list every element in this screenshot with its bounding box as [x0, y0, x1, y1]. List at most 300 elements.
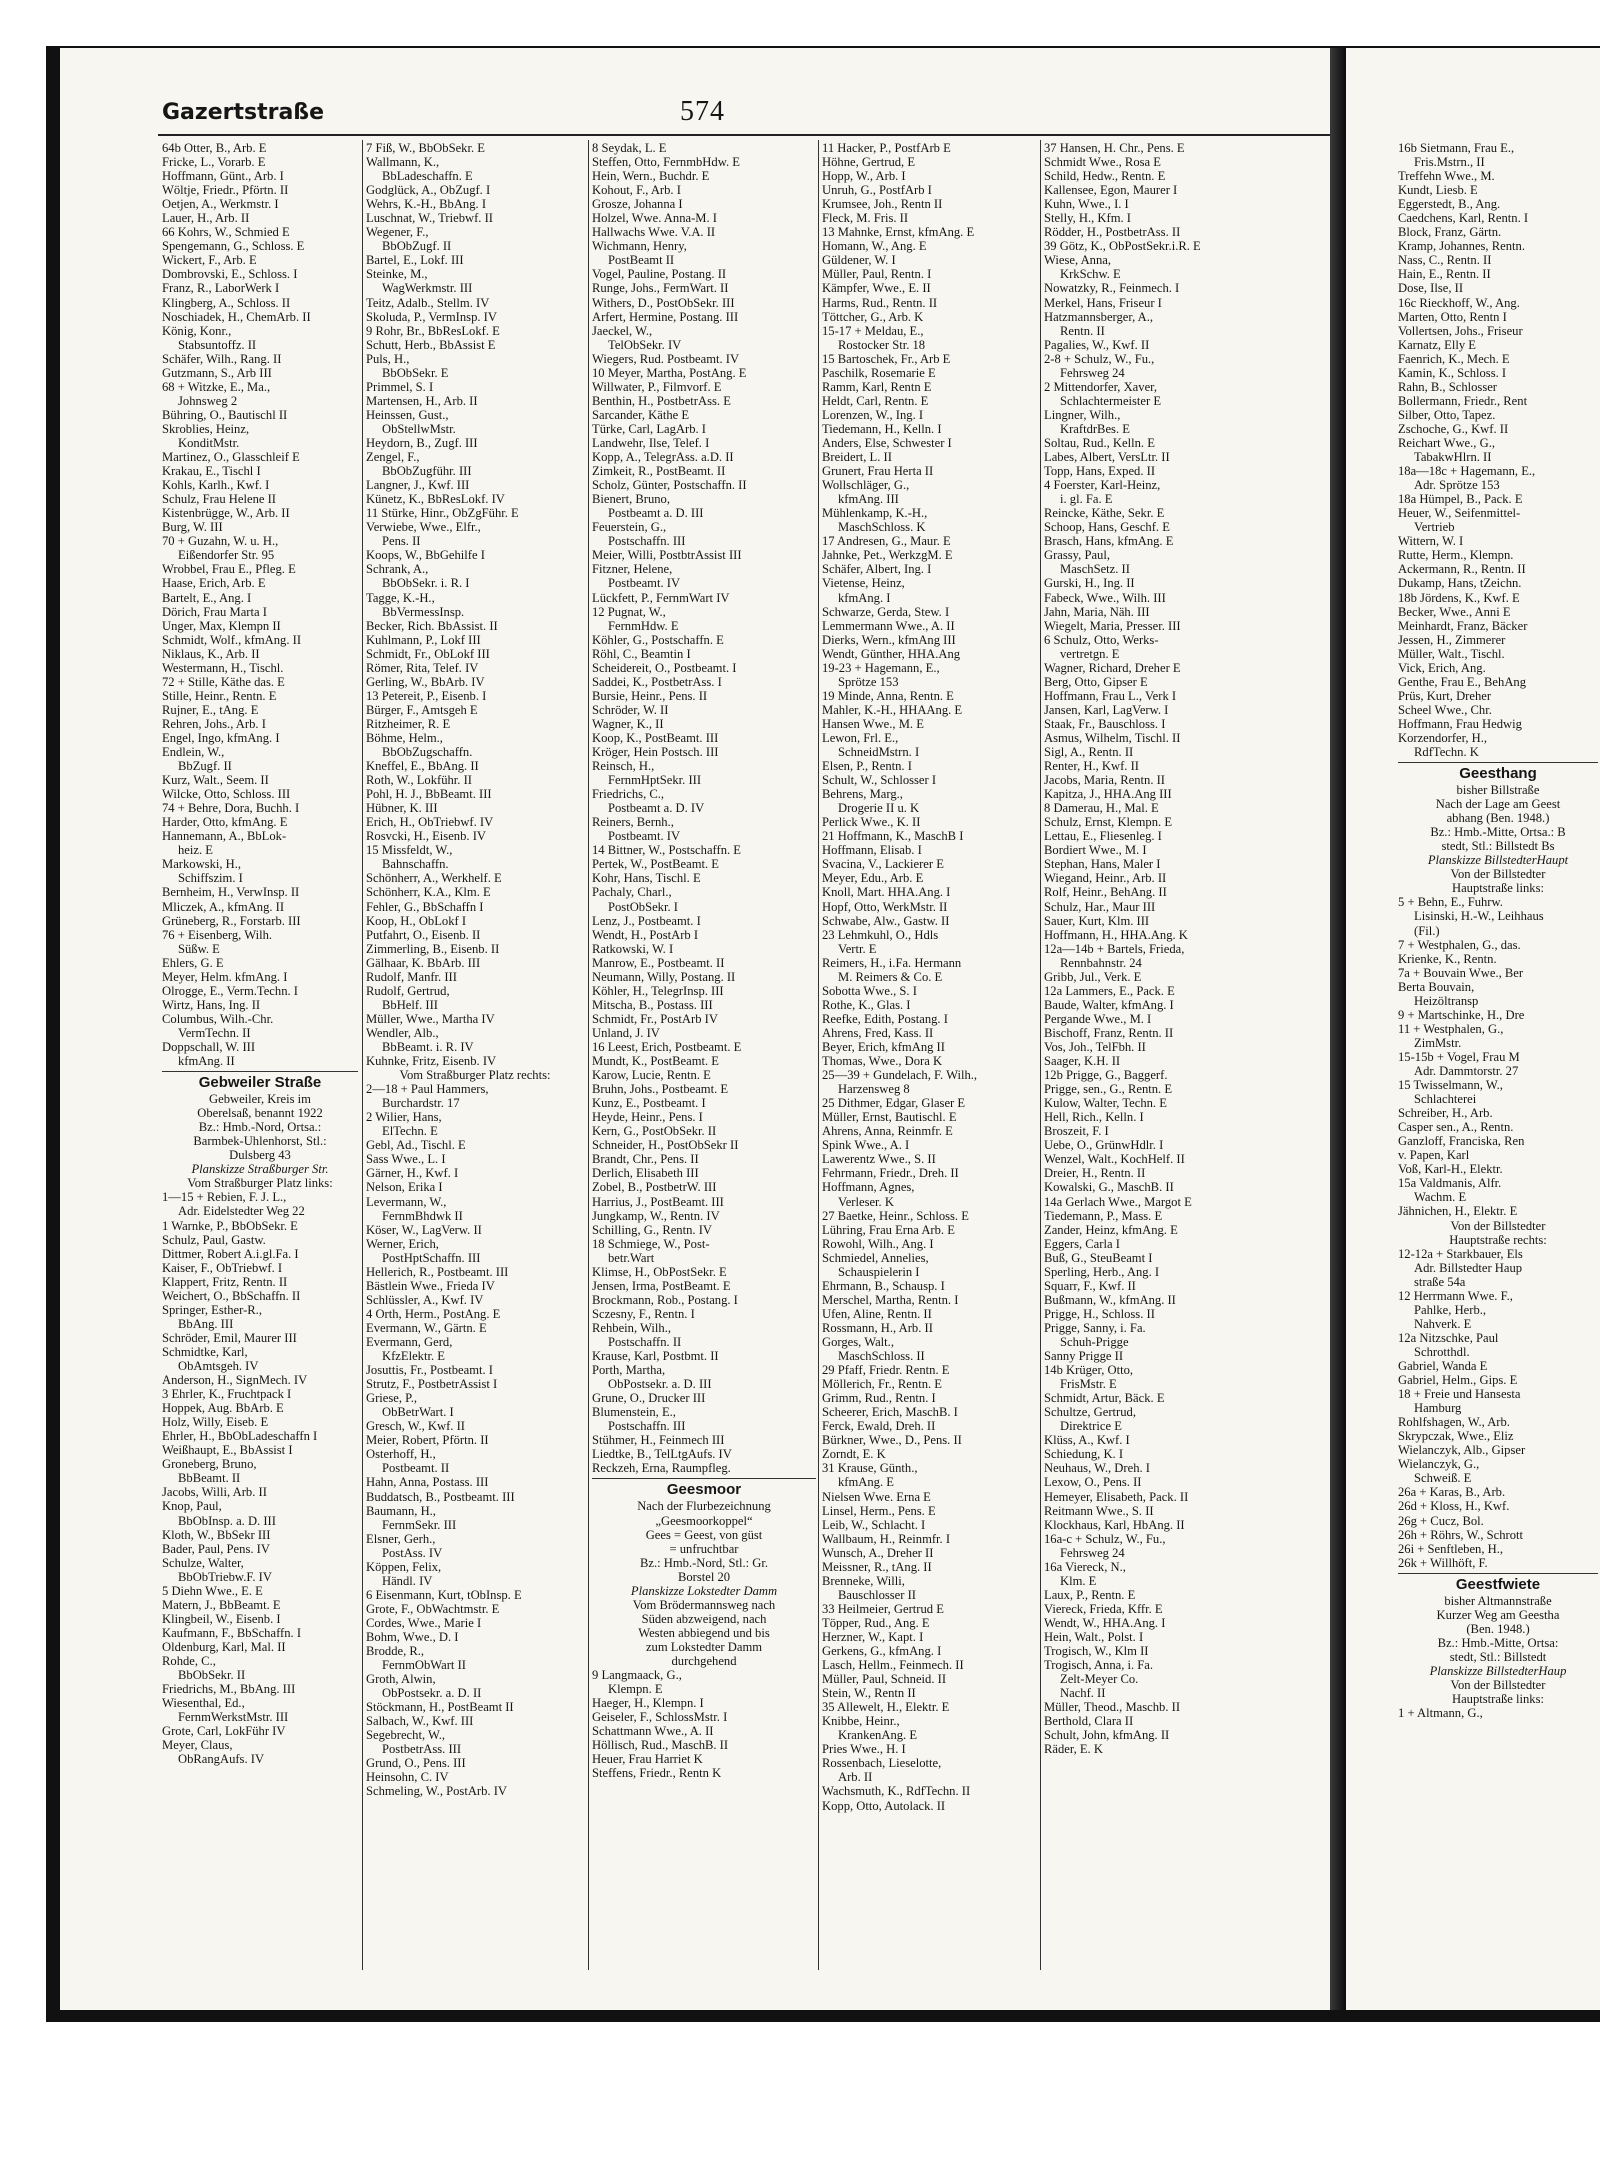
directory-entry: Lewon, Frl. E.,	[822, 730, 899, 745]
directory-entry: Broszeit, F. I	[1044, 1124, 1109, 1139]
street-note: Kurzer Weg am Geestha	[1436, 1607, 1560, 1622]
entry-continuation: FernmHdw. E	[608, 618, 679, 633]
entry-continuation: ZimMstr.	[1414, 1035, 1462, 1050]
directory-entry: Gerkens, G., kfmAng. I	[822, 1644, 942, 1659]
directory-entry: Thomas, Wwe., Dora K	[822, 1054, 943, 1069]
entry-continuation: BbAng. III	[178, 1316, 234, 1331]
directory-entry: Strutz, F., PostbetrAssist I	[366, 1377, 498, 1392]
directory-entry: Bästlein Wwe., Frieda IV	[366, 1278, 495, 1293]
directory-entry: Uebe, O., GrünwHdlr. I	[1044, 1138, 1164, 1153]
directory-entry: Bursie, Heinr., Pens. II	[592, 688, 708, 703]
directory-entry: Fleck, M. Fris. II	[822, 211, 909, 226]
directory-entry: Hopp, W., Arb. I	[822, 169, 906, 184]
directory-entry: Cordes, Wwe., Marie I	[366, 1615, 482, 1630]
directory-entry: Oldenburg, Karl, Mal. II	[162, 1639, 286, 1654]
directory-entry: Vick, Erich, Ang.	[1398, 660, 1486, 675]
directory-entry: Elsner, Gerh.,	[366, 1531, 436, 1546]
directory-entry: 29 Pfaff, Friedr. Rentn. E	[822, 1363, 950, 1378]
directory-entry: Schmidt, Fr., PostArb IV	[592, 1011, 718, 1026]
directory-entry: Fehrmann, Friedr., Dreh. II	[822, 1166, 959, 1181]
directory-entry: Bürkner, Wwe., D., Pens. II	[822, 1433, 962, 1448]
directory-entry: Godglück, A., ObZugf. I	[366, 183, 491, 198]
directory-entry: 8 Seydak, L. E	[592, 141, 667, 155]
directory-entry: Türke, Carl, LagArb. I	[592, 421, 707, 436]
map-reference: Planskizze BillstedterHaupt	[1427, 853, 1569, 868]
directory-entry: Knop, Paul,	[162, 1499, 222, 1514]
directory-entry: Westermann, H., Tischl.	[162, 660, 284, 675]
directory-entry: Evermann, Gerd,	[366, 1334, 453, 1349]
directory-entry: Wiegelt, Maria, Presser. III	[1044, 618, 1181, 633]
directory-entry: Marten, Otto, Rentn I	[1398, 309, 1507, 324]
map-reference: Planskizze Straßburger Str.	[191, 1162, 329, 1177]
directory-entry: Griese, P.,	[366, 1391, 418, 1406]
directory-entry: 12a—14b + Bartels, Frieda,	[1044, 941, 1185, 956]
directory-entry: Wegener, F.,	[366, 225, 429, 240]
directory-entry: Bader, Paul, Pens. IV	[162, 1541, 270, 1556]
directory-entry: Rutte, Herm., Klempn.	[1398, 548, 1514, 563]
entry-continuation: Adr. Sprötze 153	[1414, 478, 1500, 493]
directory-entry: Scholz, Günter, Postschaffn. II	[592, 478, 747, 493]
street-note: (Ben. 1948.)	[1466, 1621, 1530, 1636]
entry-continuation: Postbeamt a. D. III	[608, 506, 704, 521]
directory-entry: Trogisch, Anna, i. Fa.	[1044, 1658, 1154, 1673]
directory-entry: Lühring, Frau Erna Arb. E	[822, 1222, 955, 1237]
page-gutter	[1330, 48, 1346, 2010]
entry-continuation: Schlachtermeister E	[1060, 393, 1162, 408]
directory-entry: Klimse, H., ObPostSekr. E	[592, 1264, 727, 1279]
directory-entry: Lenz, J., Postbeamt. I	[592, 913, 701, 928]
directory-entry: Wallbaum, H., Reinmfr. I	[822, 1531, 951, 1546]
directory-entry: Ackermann, R., Rentn. II	[1398, 562, 1526, 577]
directory-entry: Zorndt, E. K	[822, 1447, 886, 1462]
entry-continuation: Rennbahnstr. 24	[1060, 955, 1142, 970]
entry-continuation: kfmAng. E	[838, 1475, 894, 1490]
directory-entry: Böhme, Helm.,	[366, 730, 443, 745]
directory-entry: Prigge, sen., G., Rentn. E	[1044, 1082, 1173, 1097]
directory-column-2	[366, 141, 584, 1971]
directory-entry: Harrius, J., PostBeamt. III	[592, 1194, 724, 1209]
directory-entry: Treffehn Wwe., M.	[1398, 169, 1495, 184]
directory-entry: Hoffmann, H., HHA.Ang. K	[1044, 927, 1188, 942]
directory-entry: Columbus, Wilh.-Chr.	[162, 1011, 274, 1026]
street-note: Bz.: Hmb.-Nord, Ortsa.:	[198, 1120, 322, 1135]
directory-entry: Lexow, O., Pens. II	[1044, 1475, 1142, 1490]
directory-entry: Grosze, Johanna I	[592, 197, 683, 212]
directory-entry: Matern, J., BbBeamt. E	[162, 1597, 281, 1612]
directory-entry: Stille, Heinr., Rentn. E	[162, 688, 277, 703]
directory-entry: Hellerich, R., Postbeamt. III	[366, 1264, 509, 1279]
directory-entry: 8 Damerau, H., Mal. E	[1044, 801, 1159, 816]
street-note: Vom Straßburger Platz rechts:	[399, 1068, 551, 1083]
entry-continuation: Schauspielerin I	[838, 1264, 920, 1279]
directory-entry: Rahn, B., Schlosser	[1398, 379, 1497, 394]
directory-entry: Reefke, Edith, Postang. I	[822, 1011, 948, 1026]
directory-entry: Segebrecht, W.,	[366, 1728, 446, 1743]
directory-entry: 4 Orth, Herm., PostAng. E	[366, 1306, 501, 1321]
directory-entry: Kuhn, Wwe., I. I	[1044, 197, 1129, 212]
directory-entry: Gresch, W., Kwf. II	[366, 1419, 465, 1434]
directory-entry: Pergande Wwe., M. I	[1044, 1011, 1152, 1026]
directory-entry: 11 Stürke, Hinr., ObZgFühr. E	[366, 506, 519, 521]
directory-entry: Köhler, H., TelegrInsp. III	[592, 983, 724, 998]
directory-entry: Casper sen., A., Rentn.	[1398, 1120, 1514, 1135]
directory-entry: Pertek, W., PostBeamt. E	[592, 857, 719, 872]
directory-entry: Klockhaus, Karl, HbAng. II	[1044, 1517, 1185, 1532]
directory-entry: Hoppek, Aug. BbArb. E	[162, 1401, 284, 1416]
directory-entry: Schulz, Ernst, Klempn. E	[1044, 815, 1173, 830]
directory-entry: Kopp, A., TelegrAss. a.D. II	[592, 450, 734, 465]
directory-entry: Wagner, K., II	[592, 716, 664, 731]
directory-entry: König, Konr.,	[162, 323, 232, 338]
directory-entry: Hoffmann, Frau Hedwig	[1398, 716, 1522, 731]
directory-entry: Homann, W., Ang. E	[822, 239, 927, 254]
directory-entry: Wöltje, Friedr., Pförtn. II	[162, 183, 289, 198]
directory-entry: 15a Valdmanis, Alfr.	[1398, 1176, 1502, 1191]
directory-entry: 12 Herrmann Wwe. F.,	[1398, 1288, 1513, 1303]
directory-entry: Fitzner, Helene,	[592, 562, 673, 577]
directory-entry: Becker, Wwe., Anni E	[1398, 604, 1511, 619]
entry-continuation: BbObZugführ. III	[382, 464, 472, 479]
directory-entry: Schilling, G., Rentn. IV	[592, 1222, 712, 1237]
directory-entry: Höllisch, Rud., MaschB. II	[592, 1738, 729, 1753]
directory-entry: Trogisch, W., Klm II	[1044, 1644, 1149, 1659]
directory-entry: Schwarze, Gerda, Stew. I	[822, 604, 950, 619]
entry-continuation: BbBeamt. i. R. IV	[382, 1040, 474, 1054]
entry-continuation: Nachf. II	[1060, 1686, 1106, 1701]
directory-entry: Römer, Rita, Telef. IV	[366, 660, 479, 675]
entry-continuation: Rentn. II	[1060, 323, 1105, 338]
directory-entry: Schutt, Herb., BbAssist E	[366, 337, 496, 352]
directory-entry: Kallensee, Egon, Maurer I	[1044, 183, 1178, 198]
directory-entry: Martinez, O., Glasschleif E	[162, 450, 300, 465]
entry-continuation: Harzensweg 8	[838, 1082, 910, 1097]
directory-entry: Wiegers, Rud. Postbeamt. IV	[592, 351, 740, 366]
directory-entry: Ehrler, H., BbObLadeschaffn I	[162, 1429, 318, 1444]
directory-entry: 74 + Behre, Dora, Buchh. I	[162, 801, 300, 816]
directory-entry: Kopp, Otto, Autolack. II	[822, 1798, 946, 1813]
directory-entry: Jaeckel, W.,	[592, 323, 653, 338]
street-note: Bz.: Hmb.-Mitte, Ortsa.: B	[1430, 825, 1566, 840]
directory-entry: Meier, Willi, PostbtrAssist III	[592, 548, 742, 563]
directory-entry: Topp, Hans, Exped. II	[1044, 464, 1156, 479]
directory-entry: Fehler, G., BbSchaffn I	[366, 899, 484, 914]
running-head-street: Gazertstraße	[162, 100, 325, 125]
directory-entry: Ehlers, G. E	[162, 955, 224, 970]
directory-entry: Schmiedel, Annelies,	[822, 1250, 929, 1265]
directory-entry: Friedrichs, M., BbAng. III	[162, 1682, 296, 1697]
directory-entry: 26k + Willhöft, F.	[1398, 1555, 1488, 1570]
directory-entry: Röhl, C., Beamtin I	[592, 646, 691, 661]
directory-entry: Brenneke, Willi,	[822, 1573, 905, 1588]
directory-entry: Ganzloff, Franciska, Ren	[1398, 1134, 1525, 1149]
directory-entry: Olrogge, E., Verm.Techn. I	[162, 983, 298, 998]
directory-entry: Skoluda, P., VermInsp. IV	[366, 309, 497, 324]
directory-entry: 2 Mittendorfer, Xaver,	[1044, 379, 1157, 394]
directory-entry: Grund, O., Pens. III	[366, 1756, 466, 1771]
directory-entry: Wallmann, K.,	[366, 155, 440, 170]
directory-entry: Zimkeit, R., PostBeamt. II	[592, 464, 726, 479]
directory-entry: Renter, H., Kwf. II	[1044, 759, 1139, 774]
directory-entry: Engel, Ingo, kfmAng. I	[162, 730, 280, 745]
directory-entry: Jacobs, Maria, Rentn. II	[1044, 773, 1166, 788]
entry-continuation: BbObZugf. II	[382, 239, 452, 254]
directory-entry: Bartel, E., Lokf. III	[366, 253, 464, 268]
directory-entry: 10 Meyer, Martha, PostAng. E	[592, 365, 747, 380]
directory-entry: Weichert, O., BbSchaffn. II	[162, 1288, 301, 1303]
directory-entry: Wendt, Günther, HHA.Ang	[822, 646, 961, 661]
directory-entry: Kulow, Walter, Techn. E	[1044, 1096, 1167, 1111]
directory-entry: Asmus, Wilhelm, Tischl. II	[1044, 730, 1181, 745]
entry-continuation: Adr. Billstedter Haup	[1414, 1260, 1523, 1275]
directory-entry: Müller, Ernst, Bautischl. E	[822, 1110, 957, 1125]
directory-entry: Bollermann, Friedr., Rent	[1398, 393, 1528, 408]
directory-entry: 33 Heilmeier, Gertrud E	[822, 1601, 944, 1616]
directory-entry: Kohout, F., Arb. I	[592, 183, 681, 198]
entry-continuation: FernmWerkstMstr. III	[178, 1710, 289, 1725]
directory-entry: Voß, Karl-H., Elektr.	[1398, 1162, 1503, 1177]
directory-entry: Reincke, Käthe, Sekr. E	[1044, 506, 1165, 521]
street-note: Vom Straßburger Platz links:	[187, 1176, 333, 1191]
directory-entry: Hübner, K. III	[366, 801, 438, 816]
directory-entry: Tiedemann, H., Kelln. I	[822, 421, 942, 436]
directory-entry: Reimers, H., i.Fa. Hermann	[822, 955, 962, 970]
directory-entry: Knibbe, Heinr.,	[822, 1714, 900, 1729]
street-note: Süden abzweigend, nach	[641, 1611, 767, 1626]
directory-entry: Sczesny, F., Rentn. I	[592, 1306, 695, 1321]
directory-entry: Wielanczyk, G.,	[1398, 1457, 1480, 1472]
directory-entry: Schäfer, Wilh., Rang. II	[162, 351, 282, 366]
directory-entry: Steffen, Otto, FernmbHdw. E	[592, 155, 740, 170]
entry-continuation: TelObSekr. IV	[608, 337, 682, 352]
entry-continuation: BbObSekr. E	[382, 365, 449, 380]
directory-entry: 9 Langmaack, G.,	[592, 1668, 682, 1683]
directory-entry: Grassy, Paul,	[1044, 548, 1110, 563]
directory-entry: Grote, F., ObWachtmstr. E	[366, 1601, 500, 1616]
directory-entry: 2-8 + Schulz, W., Fu.,	[1044, 351, 1155, 366]
directory-entry: Feuerstein, G.,	[592, 520, 667, 535]
directory-entry: 23 Lehmkuhl, O., Hdls	[822, 927, 939, 942]
directory-entry: Wirtz, Hans, Ing. II	[162, 997, 261, 1012]
directory-entry: 13 Mahnke, Ernst, kfmAng. E	[822, 225, 975, 240]
entry-continuation: Rostocker Str. 18	[838, 337, 926, 352]
directory-entry: Behrens, Marg.,	[822, 787, 903, 802]
directory-entry: Salbach, W., Kwf. III	[366, 1714, 474, 1729]
entry-continuation: Süßw. E	[178, 941, 220, 956]
directory-entry: Kohr, Hans, Tischl. E	[592, 871, 701, 886]
directory-entry: Pagalies, W., Kwf. II	[1044, 337, 1150, 352]
directory-entry: 25—39 + Gundelach, F. Wilh.,	[822, 1068, 978, 1083]
directory-entry: Schmeling, W., PostArb. IV	[366, 1784, 507, 1799]
street-heading: Geestfwiete	[1398, 1573, 1598, 1594]
directory-entry: Arfert, Hermine, Postang. III	[592, 309, 739, 324]
directory-entry: Faenrich, K., Mech. E	[1398, 351, 1510, 366]
directory-entry: Meyer, Helm. kfmAng. I	[162, 969, 288, 984]
directory-entry: 27 Baetke, Heinr., Schloss. E	[822, 1208, 969, 1223]
directory-entry: 12-12a + Starkbauer, Els	[1398, 1246, 1523, 1261]
directory-entry: Groth, Alwin,	[366, 1672, 436, 1687]
directory-entry: 15 Bartoschek, Fr., Arb E	[822, 351, 951, 366]
entry-continuation: MaschSetz. II	[1060, 562, 1130, 577]
page-number: 574	[680, 96, 725, 127]
directory-entry: Lauer, H., Arb. II	[162, 211, 250, 226]
street-note: Nach der Lage am Geest	[1435, 797, 1561, 812]
directory-entry: Schulz, Frau Helene II	[162, 492, 277, 507]
directory-entry: Rowohl, Wilh., Ang. I	[822, 1236, 934, 1251]
street-note: bisher Billstraße	[1456, 783, 1540, 798]
directory-entry: Ehrmann, B., Schausp. I	[822, 1278, 945, 1293]
street-note: bisher Altmannstraße	[1444, 1593, 1552, 1608]
entry-continuation: Fehrsweg 24	[1060, 1545, 1125, 1560]
directory-entry: Porth, Martha,	[592, 1363, 666, 1378]
entry-continuation: ObStellwMstr.	[382, 421, 456, 436]
entry-continuation: Arb. II	[838, 1770, 873, 1785]
directory-entry: Haase, Erich, Arb. E	[162, 576, 266, 591]
directory-entry: Köppen, Felix,	[366, 1559, 442, 1574]
directory-entry: Koop, H., ObLokf I	[366, 913, 467, 928]
directory-entry: Ritzheimer, R. E	[366, 716, 451, 731]
directory-entry: Nass, C., Rentn. II	[1398, 253, 1492, 268]
directory-entry: Wachsmuth, K., RdfTechn. II	[822, 1784, 971, 1799]
directory-entry: Karnatz, Elly E	[1398, 337, 1476, 352]
entry-continuation: Bahnschaffn.	[382, 857, 449, 872]
directory-entry: Silber, Otto, Tapez.	[1398, 407, 1496, 422]
directory-entry: 16b Sietmann, Frau E.,	[1398, 141, 1515, 155]
directory-entry: Töttcher, G., Arb. K	[822, 309, 924, 324]
directory-entry: Burg, W. III	[162, 520, 223, 535]
map-reference: Planskizze BillstedterHaup	[1429, 1663, 1567, 1678]
directory-entry: Withers, D., PostObSekr. III	[592, 295, 735, 310]
directory-entry: Grote, Carl, LokFühr IV	[162, 1724, 286, 1739]
directory-entry: Sanny Prigge II	[1044, 1349, 1124, 1364]
street-note: stedt, Stl.: Billstedt	[1449, 1649, 1547, 1664]
directory-entry: Rossmann, H., Arb. II	[822, 1320, 933, 1335]
directory-entry: Grüneberg, R., Forstarb. III	[162, 913, 301, 928]
directory-entry: Hell, Rich., Kelln. I	[1044, 1110, 1144, 1125]
entry-continuation: KrankenAng. E	[838, 1728, 918, 1743]
directory-entry: Meier, Robert, Pförtn. II	[366, 1433, 489, 1448]
entry-continuation: Hamburg	[1414, 1401, 1462, 1416]
directory-entry: Langner, J., Kwf. III	[366, 478, 470, 493]
directory-entry: 16a Viereck, N.,	[1044, 1559, 1126, 1574]
entry-continuation: ObPostsekr. a. D. II	[382, 1686, 482, 1701]
directory-entry: Primmel, S. I	[366, 379, 434, 394]
directory-entry: Caedchens, Karl, Rentn. I	[1398, 211, 1529, 226]
directory-entry: Anderson, H., SignMech. IV	[162, 1373, 308, 1388]
directory-entry: 3 Ehrler, K., Fruchtpack I	[162, 1387, 292, 1402]
directory-entry: Wollschläger, G.,	[822, 478, 910, 493]
directory-entry: v. Papen, Karl	[1398, 1148, 1470, 1163]
directory-entry: Unland, J. IV	[592, 1025, 660, 1040]
directory-entry: Lettau, E., Fliesenleg. I	[1044, 829, 1162, 844]
entry-continuation: Nahverk. E	[1414, 1316, 1472, 1331]
directory-entry: Franz, R., LaborWerk I	[162, 281, 280, 296]
entry-continuation: Postbeamt a. D. IV	[608, 801, 705, 816]
directory-entry: Jessen, H., Zimmerer	[1398, 632, 1506, 647]
directory-entry: Dreier, H., Rentn. II	[1044, 1166, 1146, 1181]
street-heading: Geesthang	[1398, 762, 1598, 783]
entry-continuation: KraftdrBes. E	[1060, 421, 1130, 436]
directory-entry: Beyer, Erich, kfmAng II	[822, 1040, 945, 1054]
directory-entry: 39 Götz, K., ObPostSekr.i.R. E	[1044, 239, 1201, 254]
directory-entry: Karow, Lucie, Rentn. E	[592, 1068, 711, 1083]
directory-entry: Meissner, R., tAng. II	[822, 1559, 932, 1574]
directory-entry: Scheerer, Erich, MaschB. I	[822, 1405, 958, 1420]
directory-entry: Doppschall, W. III	[162, 1040, 256, 1054]
street-note: Von der Billstedter	[1450, 1677, 1546, 1692]
directory-entry: Werner, Erich,	[366, 1236, 439, 1251]
directory-entry: Schulze, Walter,	[162, 1555, 244, 1570]
directory-column-3	[592, 141, 816, 1971]
directory-entry: Gerling, W., BbArb. IV	[366, 674, 485, 689]
directory-entry: Spink Wwe., A. I	[822, 1138, 910, 1153]
street-note: stedt, Stl.: Billstedt Bs	[1441, 839, 1555, 854]
entry-continuation: ObBetrWart. I	[382, 1405, 454, 1420]
directory-entry: Stühmer, H., Feinmech III	[592, 1433, 725, 1448]
directory-entry: Fabeck, Wwe., Wilh. III	[1044, 590, 1166, 605]
directory-entry: Möllerich, Fr., Rentn. E	[822, 1377, 942, 1392]
directory-entry: Schmidt Wwe., Rosa E	[1044, 155, 1161, 170]
directory-entry: Hoffmann, Frau L., Verk I	[1044, 688, 1177, 703]
directory-entry: Lingner, Wilh.,	[1044, 407, 1121, 422]
entry-continuation: Klempn. E	[608, 1682, 663, 1697]
directory-entry: Hein, Walt., Polst. I	[1044, 1629, 1144, 1644]
directory-entry: Mahler, K.-H., HHAAng. E	[822, 702, 963, 717]
directory-entry: 15-15b + Vogel, Frau M	[1398, 1049, 1520, 1064]
directory-entry: Roth, W., Lokführ. II	[366, 773, 472, 788]
entry-continuation: PostObSekr. I	[608, 899, 678, 914]
directory-entry: Kistenbrügge, W., Arb. II	[162, 506, 290, 521]
directory-entry: Wehrs, K.-H., BbAng. I	[366, 197, 487, 212]
directory-entry: Schröder, W. II	[592, 702, 669, 717]
directory-entry: Rolf, Heinr., BehAng. II	[1044, 885, 1167, 900]
entry-continuation: BbObSekr. i. R. I	[382, 576, 470, 591]
entry-continuation: Postbeamt. II	[382, 1461, 450, 1476]
directory-entry: Dittmer, Robert A.i.gl.Fa. I	[162, 1246, 299, 1261]
directory-entry: Heinsohn, C. IV	[366, 1770, 449, 1785]
entry-continuation: Zelt-Meyer Co.	[1060, 1672, 1139, 1687]
directory-entry: Hoffmann, Agnes,	[822, 1180, 915, 1195]
directory-entry: Buddatsch, B., Postbeamt. III	[366, 1489, 515, 1504]
entry-continuation: VermTechn. II	[178, 1025, 251, 1040]
directory-entry: Block, Franz, Gärtn.	[1398, 225, 1502, 240]
directory-entry: Jahn, Maria, Näh. III	[1044, 604, 1150, 619]
directory-entry: Hain, E., Rentn. II	[1398, 267, 1491, 282]
directory-entry: Vollertsen, Johs., Friseur	[1398, 323, 1523, 338]
directory-entry: Viereck, Frieda, Kffr. E	[1044, 1601, 1163, 1616]
street-note: Borstel 20	[677, 1569, 731, 1584]
directory-entry: Derlich, Elisabeth III	[592, 1166, 699, 1181]
directory-entry: 68 + Witzke, E., Ma.,	[162, 379, 271, 394]
entry-continuation: heiz. E	[178, 843, 213, 858]
directory-entry: Oetjen, A., Werkmstr. I	[162, 197, 279, 212]
entry-continuation: Schiffszim. I	[178, 871, 243, 886]
directory-entry: Reiners, Bernh.,	[592, 815, 674, 830]
directory-entry: Noschiadek, H., ChemArb. II	[162, 309, 311, 324]
entry-continuation: Fehrsweg 24	[1060, 365, 1125, 380]
entry-continuation: BbVermessInsp.	[382, 604, 465, 619]
directory-entry: Merkel, Hans, Friseur I	[1044, 295, 1162, 310]
directory-entry: 12a Nitzschke, Paul	[1398, 1330, 1499, 1345]
directory-entry: Kuhnke, Fritz, Eisenb. IV	[366, 1054, 497, 1069]
directory-entry: Stephan, Hans, Maler I	[1044, 857, 1161, 872]
street-heading: Gebweiler Straße	[162, 1071, 358, 1092]
directory-entry: Geiseler, F., SchlossMstr. I	[592, 1710, 728, 1725]
directory-entry: Koop, K., PostBeamt. III	[592, 730, 719, 745]
entry-continuation: BbBeamt. II	[178, 1471, 241, 1486]
entry-continuation: Schrotthdl.	[1414, 1344, 1470, 1359]
directory-entry: Groneberg, Bruno,	[162, 1457, 257, 1472]
directory-entry: Bürger, F., Amtsgeh E	[366, 702, 478, 717]
